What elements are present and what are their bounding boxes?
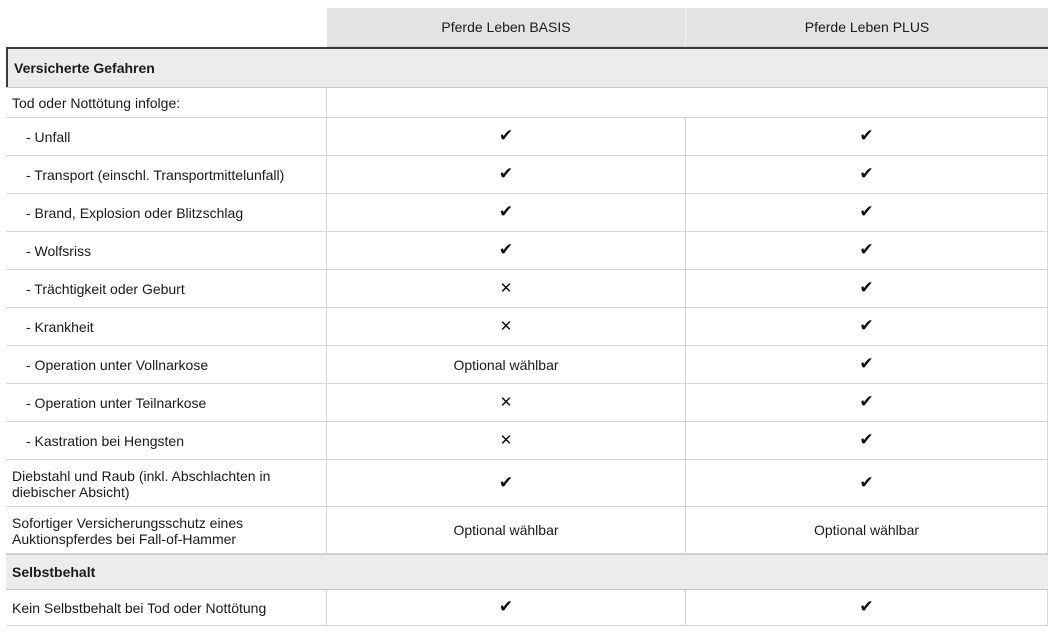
row-label-line1: Diebstahl und Raub (inkl. Abschlachten in bbox=[12, 468, 271, 484]
empty-span-cell bbox=[327, 88, 1048, 118]
table-row bbox=[6, 270, 1048, 308]
table-header bbox=[6, 8, 1048, 47]
check-icon: ✔ bbox=[859, 392, 874, 412]
row-label: Tod oder Nottötung infolge: bbox=[6, 88, 327, 118]
check-icon: ✔ bbox=[498, 472, 514, 493]
row-label-line1: Sofortiger Versicherungsschutz eines bbox=[12, 515, 244, 531]
section-versicherte-gefahren bbox=[6, 47, 1048, 87]
cross-icon: ✕ bbox=[499, 393, 513, 411]
cross-icon: ✕ bbox=[499, 431, 513, 449]
check-icon: ✔ bbox=[498, 240, 514, 260]
check-icon: ✔ bbox=[859, 472, 874, 493]
check-icon: ✔ bbox=[859, 354, 874, 374]
row-label: - Unfall bbox=[6, 118, 327, 155]
check-icon: ✔ bbox=[859, 278, 874, 298]
header-plus: Pferde Leben PLUS bbox=[686, 8, 1048, 47]
header-empty-cell bbox=[6, 8, 327, 47]
table-row bbox=[6, 346, 1048, 384]
table-row bbox=[6, 384, 1048, 422]
cross-icon: ✕ bbox=[499, 279, 513, 297]
check-icon: ✔ bbox=[859, 202, 874, 222]
row-label-line2: diebischer Absicht) bbox=[12, 484, 130, 500]
check-icon: ✔ bbox=[498, 126, 514, 146]
comparison-table bbox=[6, 8, 1048, 626]
row-label: - Operation unter Vollnarkose bbox=[6, 346, 327, 383]
row-label: - Transport (einschl. Transportmittelunfall) bbox=[6, 156, 327, 193]
section-title: Versicherte Gefahren bbox=[14, 60, 155, 76]
optional-text: Optional wählbar bbox=[327, 346, 686, 383]
section-selbstbehalt bbox=[6, 554, 1048, 589]
table-row-intro bbox=[6, 87, 1048, 118]
table-row-selbstbehalt bbox=[6, 589, 1048, 626]
optional-text: Optional wählbar bbox=[686, 507, 1048, 553]
check-icon: ✔ bbox=[859, 430, 874, 450]
row-label: - Krankheit bbox=[6, 308, 327, 345]
check-icon: ✔ bbox=[859, 240, 874, 260]
row-label: - Kastration bei Hengsten bbox=[6, 422, 327, 459]
check-icon: ✔ bbox=[859, 597, 874, 617]
row-label-line2: Auktionspferdes bei Fall-of-Hammer bbox=[12, 531, 237, 547]
optional-text: Optional wählbar bbox=[327, 507, 686, 553]
row-label bbox=[6, 460, 327, 506]
check-icon: ✔ bbox=[498, 164, 514, 184]
table-row bbox=[6, 232, 1048, 270]
table-row bbox=[6, 194, 1048, 232]
row-label: - Trächtigkeit oder Geburt bbox=[6, 270, 327, 307]
row-label bbox=[6, 507, 327, 553]
section-title: Selbstbehalt bbox=[12, 564, 96, 580]
check-icon: ✔ bbox=[498, 597, 514, 617]
table-row-auktion bbox=[6, 507, 1048, 554]
header-basis: Pferde Leben BASIS bbox=[327, 8, 686, 47]
row-label: - Wolfsriss bbox=[6, 232, 327, 269]
check-icon: ✔ bbox=[859, 316, 874, 336]
check-icon: ✔ bbox=[859, 126, 874, 146]
check-icon: ✔ bbox=[859, 164, 874, 184]
row-label: - Brand, Explosion oder Blitzschlag bbox=[6, 194, 327, 231]
row-label: Kein Selbstbehalt bei Tod oder Nottötung bbox=[6, 590, 327, 625]
row-label: - Operation unter Teilnarkose bbox=[6, 384, 327, 421]
table-row bbox=[6, 156, 1048, 194]
table-row bbox=[6, 308, 1048, 346]
table-row bbox=[6, 118, 1048, 156]
cross-icon: ✕ bbox=[499, 317, 513, 335]
check-icon: ✔ bbox=[498, 202, 514, 222]
table-row-diebstahl bbox=[6, 460, 1048, 507]
table-row bbox=[6, 422, 1048, 460]
